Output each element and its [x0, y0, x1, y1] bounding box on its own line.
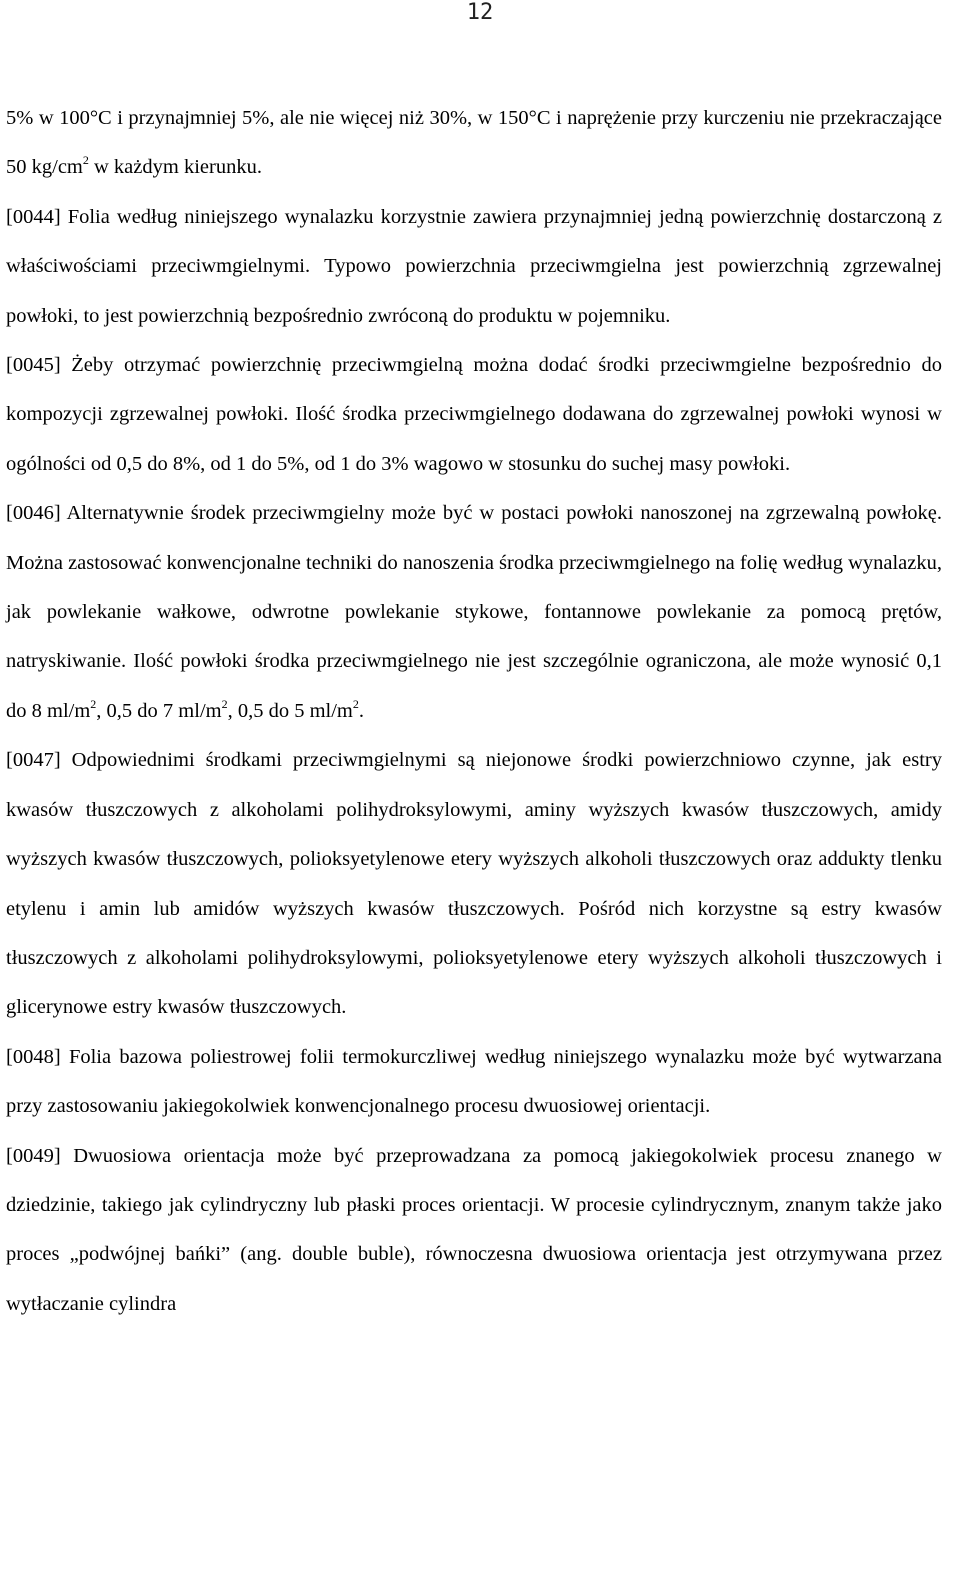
- paragraph-0045: [6, 341, 942, 489]
- paragraph-0047: [6, 736, 942, 1032]
- paragraph-0044: [6, 193, 942, 341]
- paragraph-text: [0044] Folia według niniejszego wynalazku korzystnie zawiera przynajmniej jedną powierzchnię dostarczoną z właściwościami przeciwmgielnymi. Typowo powierzchnia przeciwmgielna jest powierzchnią zgrzewalnej powłoki, to jest powierzchnią bezpośrednio zwróconą do produktu w pojemniku.: [6, 205, 942, 327]
- paragraph-text: [0048] Folia bazowa poliestrowej folii termokurczliwej według niniejszego wynalazku może być wytwarzana przy zastosowaniu jakiegokolwiek konwencjonalnego procesu dwuosiowej orientacji.: [6, 1045, 942, 1118]
- paragraph-text: [0045] Żeby otrzymać powierzchnię przeciwmgielną można dodać środki przeciwmgielne bezpośrednio do kompozycji zgrzewalnej powłoki. Ilość środka przeciwmgielnego dodawana do zgrzewalnej powłoki wynosi w ogólności od 0,5 do 8%, od 1 do 5%, od 1 do 3% wagowo w stosunku do suchej masy powłoki.: [6, 354, 942, 475]
- paragraph-0048: [6, 1033, 942, 1132]
- superscript: 2: [352, 696, 359, 711]
- paragraph-text: , 0,5 do 7 ml/m: [96, 699, 222, 722]
- superscript: 2: [82, 153, 89, 168]
- paragraph-0049: [6, 1132, 942, 1330]
- paragraph-text: .: [358, 699, 365, 722]
- superscript: 2: [221, 696, 228, 711]
- paragraph-continued: [6, 94, 942, 193]
- paragraph-text: [0046] Alternatywnie środek przeciwmgielny może być w postaci powłoki nanoszonej na zgrzewalną powłokę. Można zastosować konwencjonalne techniki do nanoszenia środka przeciwmgielnego na folię według wynalazku, jak powlekanie wałkowe, odwrotne powlekanie stykowe, fontannowe powlekanie za pomocą prętów, natryskiwanie. Ilość powłoki środka przeciwmgielnego nie jest szczególnie ograniczona, ale może wynosić 0,1 do 8 ml/m: [6, 502, 942, 722]
- paragraph-text: 5% w 100°C i przynajmniej 5%, ale nie więcej niż 30%, w 150°C i naprężenie przy kurczeniu nie przekraczające 50 kg/cm: [6, 107, 942, 179]
- document-body: [6, 94, 942, 1329]
- paragraph-text: [0047] Odpowiednimi środkami przeciwmgielnymi są niejonowe środki powierzchniowo czynne, jak estry kwasów tłuszczowych z alkoholami polihydroksylowymi, aminy wyższych kwasów tłuszczowych, amidy wyższych kwasów tłuszczowych, polioksyetylenowe etery wyższych alkoholi tłuszczowych oraz addukty tlenku etylenu i amin lub amidów wyższych kwasów tłuszczowych. Pośród nich korzystne są estry kwasów tłuszczowych z alkoholami polihydroksylowymi, polioksyetylenowe etery wyższych alkoholi tłuszczowych i glicerynowe estry kwasów tłuszczowych.: [6, 749, 942, 1019]
- paragraph-text: [0049] Dwuosiowa orientacja może być przeprowadzana za pomocą jakiegokolwiek procesu znanego w dziedzinie, takiego jak cylindryczny lub płaski proces orientacji. W procesie cylindrycznym, znanym także jako proces „podwójnej bańki” (ang. double buble), równoczesna dwuosiowa orientacja jest otrzymywana przez wytłaczanie cylindra: [6, 1144, 942, 1315]
- page-number: 12: [466, 0, 494, 25]
- paragraph-0046: [6, 489, 942, 736]
- superscript: 2: [90, 696, 97, 711]
- paragraph-text: , 0,5 do 5 ml/m: [227, 699, 353, 722]
- paragraph-text: w każdym kierunku.: [88, 156, 262, 179]
